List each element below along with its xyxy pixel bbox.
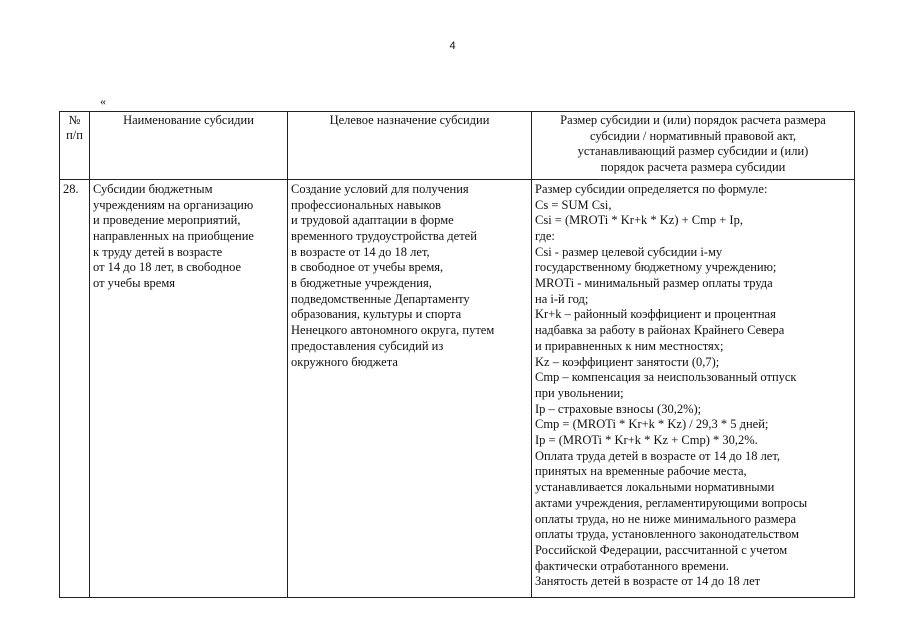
subsidy-purpose-cell (288, 179, 532, 597)
subsidy-name-line: направленных на приобщение (93, 228, 254, 243)
header-amount-line: Размер субсидии и (или) порядок расчета размера (560, 113, 826, 127)
subsidy-amount-line: при увольнении; (535, 385, 624, 400)
subsidy-amount-line: Размер субсидии определяется по формуле: (535, 181, 768, 196)
subsidy-amount-line: Csi - размер целевой субсидии i-му (535, 244, 723, 259)
subsidy-amount-line: надбавка за работу в районах Крайнего Севера (535, 323, 785, 338)
subsidy-purpose-line: Создание условий для получения (291, 181, 469, 196)
subsidy-purpose-line: и трудовой адаптации в форме (291, 213, 454, 228)
subsidy-amount-line: государственному бюджетному учреждению; (535, 260, 777, 275)
subsidy-amount-line: фактически отработанного времени. (535, 558, 729, 573)
header-subsidy-amount (532, 112, 855, 180)
page-number: 4 (449, 40, 456, 52)
subsidy-table (59, 111, 855, 598)
opening-quote-mark: « (100, 94, 106, 108)
header-number (60, 112, 90, 180)
subsidy-purpose-line: предоставления субсидий из (291, 338, 444, 353)
subsidy-amount-line: и приравненных к ним местностях; (535, 338, 724, 353)
subsidy-amount-line: принятых на временные рабочие места, (535, 464, 747, 479)
subsidy-name-line: и проведение мероприятий, (93, 213, 241, 228)
subsidy-amount-line: MROTi - минимальный размер оплаты труда (535, 276, 773, 291)
subsidy-purpose-line: в бюджетные учреждения, (291, 276, 432, 291)
subsidy-amount-line: где: (535, 228, 555, 243)
header-number-abbrev: п/п (66, 128, 83, 142)
subsidy-amount-line: оплаты труда, установленного законодательством (535, 527, 799, 542)
subsidy-amount-line: Cmp = (MROTi * Kr+k * Kz) / 29,3 * 5 дней; (535, 417, 769, 432)
subsidy-amount-line: Cmp – компенсация за неиспользованный отпуск (535, 370, 797, 385)
subsidy-amount-line: Занятость детей в возрасте от 14 до 18 лет (535, 574, 761, 589)
header-subsidy-name: Наименование субсидии (90, 112, 288, 180)
header-amount-line: устанавливающий размер субсидии и (или) (577, 144, 809, 159)
subsidy-name-line: учреждениям на организацию (93, 197, 254, 212)
subsidy-purpose-line: подведомственные Департаменту (291, 291, 470, 306)
subsidy-purpose-line: в свободное от учебы время, (291, 260, 444, 275)
header-number-symbol: № (68, 113, 81, 127)
subsidy-name-line: от учебы время (93, 276, 176, 291)
subsidy-amount-line: актами учреждения, регламентирующими вопросы (535, 495, 808, 510)
row-number: 28. (60, 179, 90, 597)
table-row (60, 179, 855, 597)
subsidy-amount-line: Csi = (MROTi * Kr+k * Kz) + Cmp + Ip, (535, 213, 743, 228)
subsidy-amount-line: Ip – страховые взносы (30,2%); (535, 401, 702, 416)
subsidy-purpose-line: временного трудоустройства детей (291, 228, 477, 243)
subsidy-name-line: к труду детей в возрасте (93, 244, 223, 259)
subsidy-amount-cell (532, 179, 855, 597)
subsidy-purpose-line: окружного бюджета (291, 354, 398, 369)
subsidy-name-line: Субсидии бюджетным (93, 181, 213, 196)
subsidy-amount-line: Kz – коэффициент занятости (0,7); (535, 354, 720, 369)
subsidy-amount-line: оплаты труда, но не ниже минимального размера (535, 511, 797, 526)
header-amount-line: порядок расчета размера субсидии (600, 160, 786, 175)
subsidy-amount-line: Kr+k – районный коэффициент и процентная (535, 307, 776, 322)
subsidy-name-cell (90, 179, 288, 597)
subsidy-purpose-line: профессиональных навыков (291, 197, 442, 212)
subsidy-amount-line: на i-й год; (535, 291, 589, 306)
subsidy-amount-line: Российской Федерации, рассчитанной с учетом (535, 542, 788, 557)
subsidy-amount-line: Ip = (MROTi * Kr+k * Kz + Cmp) * 30,2%. (535, 433, 758, 448)
subsidy-purpose-line: образования, культуры и спорта (291, 307, 462, 322)
subsidy-amount-line: устанавливается локальными нормативными (535, 480, 775, 495)
subsidy-name-line: от 14 до 18 лет, в свободное (93, 260, 242, 275)
subsidy-amount-line: Оплата труда детей в возрасте от 14 до 18 лет, (535, 448, 781, 463)
subsidy-purpose-line: в возрасте от 14 до 18 лет, (291, 244, 430, 259)
table-header-row (60, 112, 855, 180)
subsidy-purpose-line: Ненецкого автономного округа, путем (291, 323, 495, 338)
subsidy-amount-line: Cs = SUM Csi, (535, 197, 612, 212)
header-subsidy-purpose: Целевое назначение субсидии (288, 112, 532, 180)
header-amount-line: субсидии / нормативный правовой акт, (589, 128, 797, 143)
